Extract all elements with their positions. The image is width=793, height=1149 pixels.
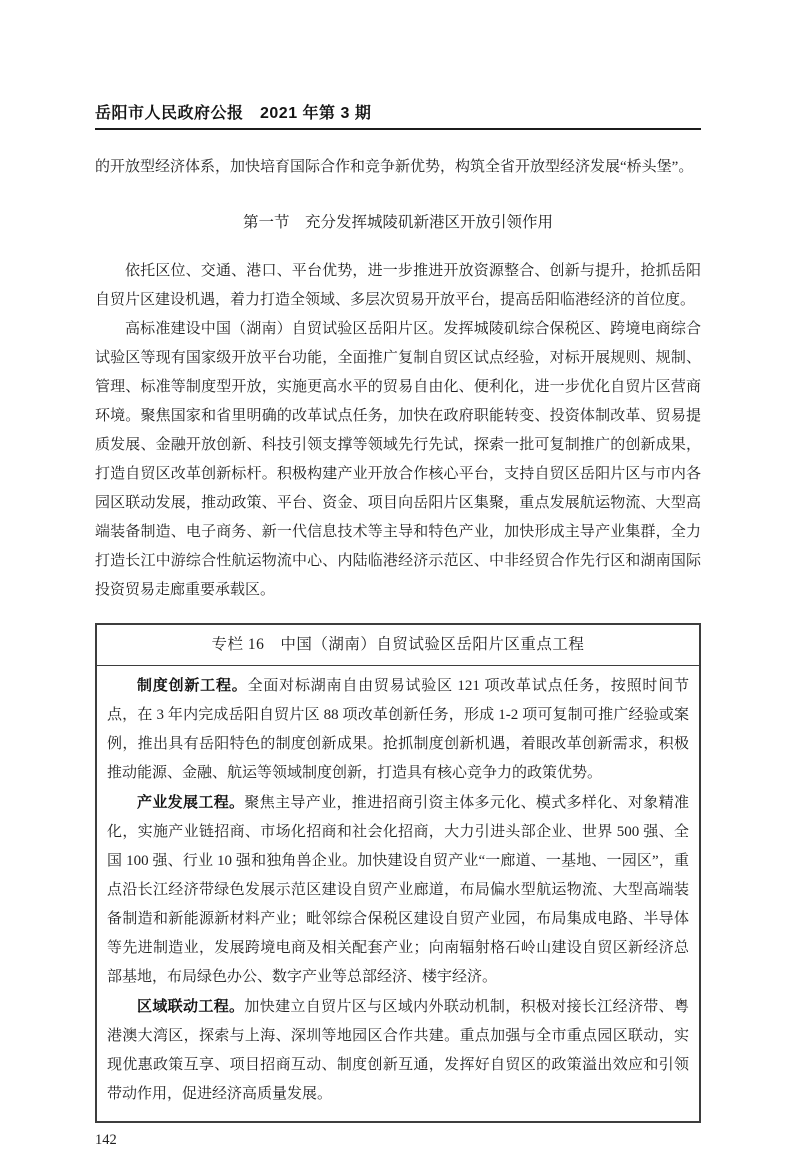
paragraph-lead-institutional-innovation: 制度创新工程。 [137,677,248,694]
paragraph-lead-industrial-development: 产业发展工程。 [137,794,245,811]
column-box-title: 专栏 16 中国（湖南）自贸试验区岳阳片区重点工程 [97,625,699,666]
document-body [95,153,701,1149]
section-heading: 第一节 充分发挥城陵矶新港区开放引领作用 [242,214,553,231]
body-paragraph: 高标准建设中国（湖南）自贸试验区岳阳片区。发挥城陵矶综合保税区、跨境电商综合试验区等现有国家级开放平台功能，全面推广复制自贸区试点经验，对标开展规则、规制、管理、标准等制度型开放，实施更高水平的贸易自由化、便利化，进一步优化自贸片区营商环境。聚焦国家和省里明确的改革试点任务，加快在政府职能转变、投资体制改革、贸易提质发展、金融开放创新、科技引领支撑等领域先行先试，探索一批可复制推广的创新成果，打造自贸区改革创新标杆。积极构建产业开放合作核心平台，支持自贸区岳阳片区与市内各园区联动发展，推动政策、平台、资金、项目向岳阳片区集聚，重点发展航运物流、大型高端装备制造、电子商务、新一代信息技术等主导和特色产业，加快形成主导产业集群，全力打造长江中游综合性航运物流中心、内陆临港经济示范区、中非经贸合作先行区和湖南国际投资贸易走廊重要承载区。 [95,321,701,598]
column-box-paragraph [107,788,689,992]
page-number: 142 [95,1132,117,1148]
paragraph-body: 加快建立自贸片区与区域内外联动机制，积极对接长江经济带、粤港澳大湾区，探索与上海、深圳等地园区合作共建。重点加强与全市重点园区联动，实现优惠政策互享、项目招商互动、制度创新互通，发挥好自贸区的政策溢出效应和引领带动作用，促进经济高质量发展。 [107,999,689,1102]
paragraph-body: 全面对标湖南自由贸易试验区 121 项改革试点任务，按照时间节点，在 3 年内完成岳阳自贸片区 88 项改革创新任务，形成 1-2 项可复制可推广经验或案例，推出具有岳阳特色的制度创新成果。抢抓制度创新机遇，着眼改革创新需求，积极推动能源、金融、航运等领域制度创新，打造具有核心竞争力的政策优势。 [107,678,689,781]
column-box-zhuanlan-16 [95,623,701,1123]
gazette-header-title: 岳阳市人民政府公报 2021 年第 3 期 [95,105,372,122]
column-box-paragraph [107,992,689,1109]
paragraph-body: 聚焦主导产业，推进招商引资主体多元化、模式多样化、对象精准化，实施产业链招商、市场化招商和社会化招商，大力引进头部企业、世界 500 强、全国 100 强、行业 10 强和独角兽企业。加快建设自贸产业“一廊道、一基地、一园区”，重点沿长江经济带绿色发展示范区建设自贸产业廊道，布局偏水型航运物流、大型高端装备制造和新能源新材料产业；毗邻综合保税区建设自贸产业园，布局集成电路、半导体等先进制造业，发展跨境电商及相关配套产业；向南辐射格石岭山建设自贸区新经济总部基地，布局绿色办公、数字产业等总部经济、楼宇经济。 [107,795,689,985]
page-header [95,100,701,130]
intro-paragraph: 的开放型经济体系，加快培育国际合作和竞争新优势，构筑全省开放型经济发展“桥头堡”。 [95,159,694,175]
body-paragraph: 依托区位、交通、港口、平台优势，进一步推进开放资源整合、创新与提升，抢抓岳阳自贸片区建设机遇，着力打造全领域、多层次贸易开放平台，提高岳阳临港经济的首位度。 [95,263,701,308]
column-box-body [97,666,699,1121]
paragraph-lead-regional-linkage: 区域联动工程。 [137,998,245,1015]
column-box-paragraph [107,671,689,788]
